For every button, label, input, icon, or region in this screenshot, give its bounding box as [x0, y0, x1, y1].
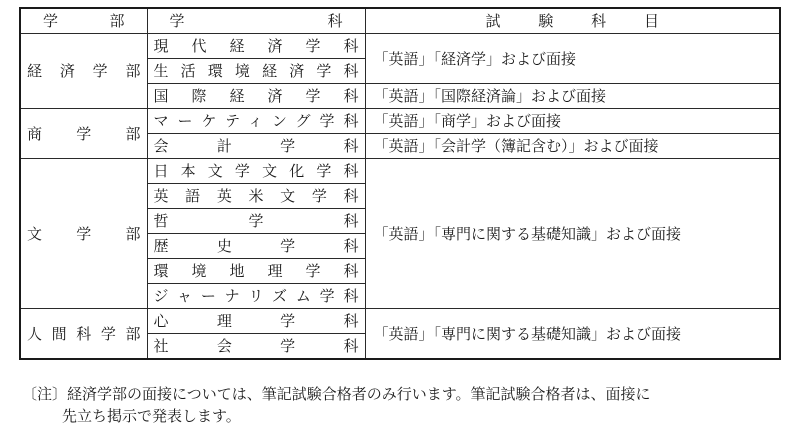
department-cell: 環境地理学科: [147, 259, 365, 284]
exam-subjects-table: [19, 7, 781, 360]
department-cell: 日本文学文化学科: [147, 159, 365, 184]
faculty-letters: 文学部: [20, 159, 147, 309]
department-cell: 心理学科: [147, 309, 365, 334]
department-cell: 現代経済学科: [147, 34, 365, 59]
department-cell: 国際経済学科: [147, 84, 365, 109]
subjects-cell: 「英語」「商学」および面接: [365, 109, 780, 134]
faculty-economics: 経済学部: [20, 34, 147, 109]
department-cell: 歴史学科: [147, 234, 365, 259]
header-department: 学 科: [147, 8, 365, 34]
department-cell: マーケティング学科: [147, 109, 365, 134]
footnote: [22, 383, 782, 427]
header-subjects: 試 験 科 目: [365, 8, 780, 34]
footnote-line-1: 〔注〕経済学部の面接については、筆記試験合格者のみ行います。筆記試験合格者は、面接に: [22, 385, 651, 403]
table-row: [20, 34, 780, 59]
department-cell: 社会学科: [147, 334, 365, 360]
department-cell: 哲学科: [147, 209, 365, 234]
subjects-cell: 「英語」「専門に関する基礎知識」および面接: [365, 159, 780, 309]
department-cell: 会計学科: [147, 134, 365, 159]
subjects-cell: 「英語」「国際経済論」および面接: [365, 84, 780, 109]
header-faculty: 学 部: [20, 8, 147, 34]
footnote-line-2: 先立ち掲示で発表します。: [62, 407, 241, 425]
subjects-cell: 「英語」「会計学（簿記含む）」および面接: [365, 134, 780, 159]
table-row: [20, 109, 780, 134]
subjects-cell: 「英語」「経済学」および面接: [365, 34, 780, 84]
department-cell: 英語英米文学科: [147, 184, 365, 209]
department-cell: 生活環境経済学科: [147, 59, 365, 84]
faculty-human-sciences: 人間科学部: [20, 309, 147, 360]
header-row: [20, 8, 780, 34]
subjects-cell: 「英語」「専門に関する基礎知識」および面接: [365, 309, 780, 360]
department-cell: ジャーナリズム学科: [147, 284, 365, 309]
faculty-commerce: 商学部: [20, 109, 147, 159]
table-row: [20, 309, 780, 334]
table-row: [20, 159, 780, 184]
